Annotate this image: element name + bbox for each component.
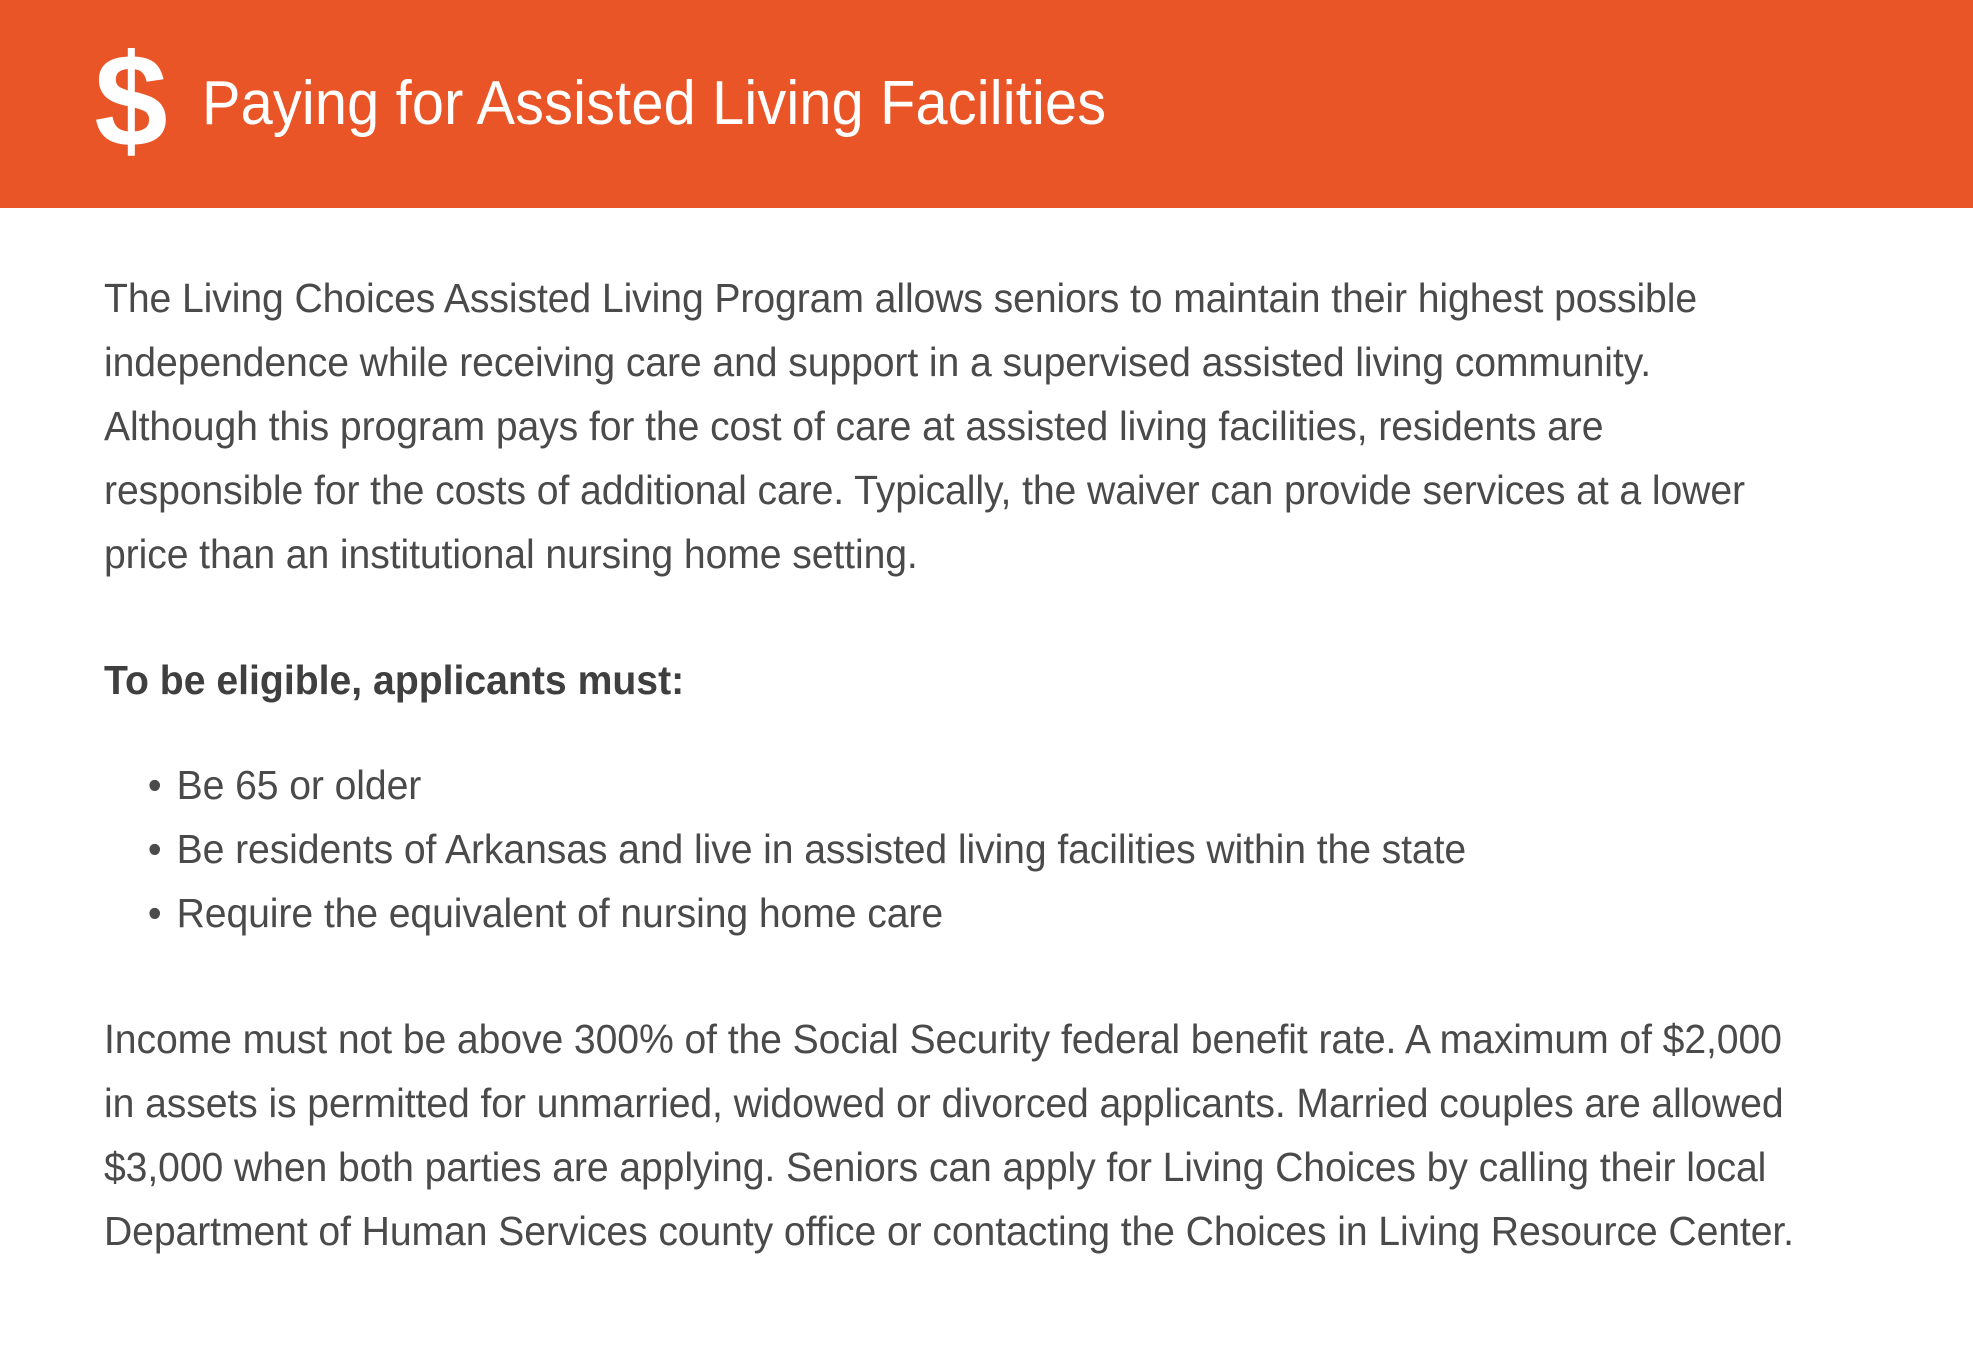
eligibility-list xyxy=(104,753,1809,945)
card-body xyxy=(0,266,1973,1263)
list-item xyxy=(148,881,1809,945)
svg-text:$: $ xyxy=(94,40,168,168)
page-title: Paying for Assisted Living Facilities xyxy=(202,69,1107,138)
list-item-label: Be residents of Arkansas and live in assisted living facilities within the state xyxy=(176,826,1467,872)
eligibility-heading: To be eligible, applicants must: xyxy=(104,657,685,703)
list-item-label: Require the equivalent of nursing home care xyxy=(176,890,943,936)
list-item-label: Be 65 or older xyxy=(176,762,422,808)
bullet-icon: • xyxy=(147,890,162,936)
bullet-icon: • xyxy=(147,762,162,808)
bullet-icon: • xyxy=(147,826,162,872)
closing-paragraph: Income must not be above 300% of the Social Security federal benefit rate. A maximum of $2,000 in assets is permitted for unmarried, widowed or divorced applicants. Married couples are allowed $3,000 when both parties are applying. Seniors can apply for Living Choices by calling their local Department of Human Services county office or contacting the Choices in Living Resource Center. xyxy=(104,1016,1794,1254)
intro-paragraph: The Living Choices Assisted Living Program allows seniors to maintain their highest possible independence while receiving care and support in a supervised assisted living community. Although this program pays for the cost of care at assisted living facilities, residents are responsible for the costs of additional care. Typically, the waiver can provide services at a lower price than an institutional nursing home setting. xyxy=(104,275,1745,577)
dollar-sign-icon xyxy=(88,40,174,168)
list-item xyxy=(148,753,1809,817)
card-header xyxy=(0,0,1973,208)
list-item xyxy=(148,817,1809,881)
